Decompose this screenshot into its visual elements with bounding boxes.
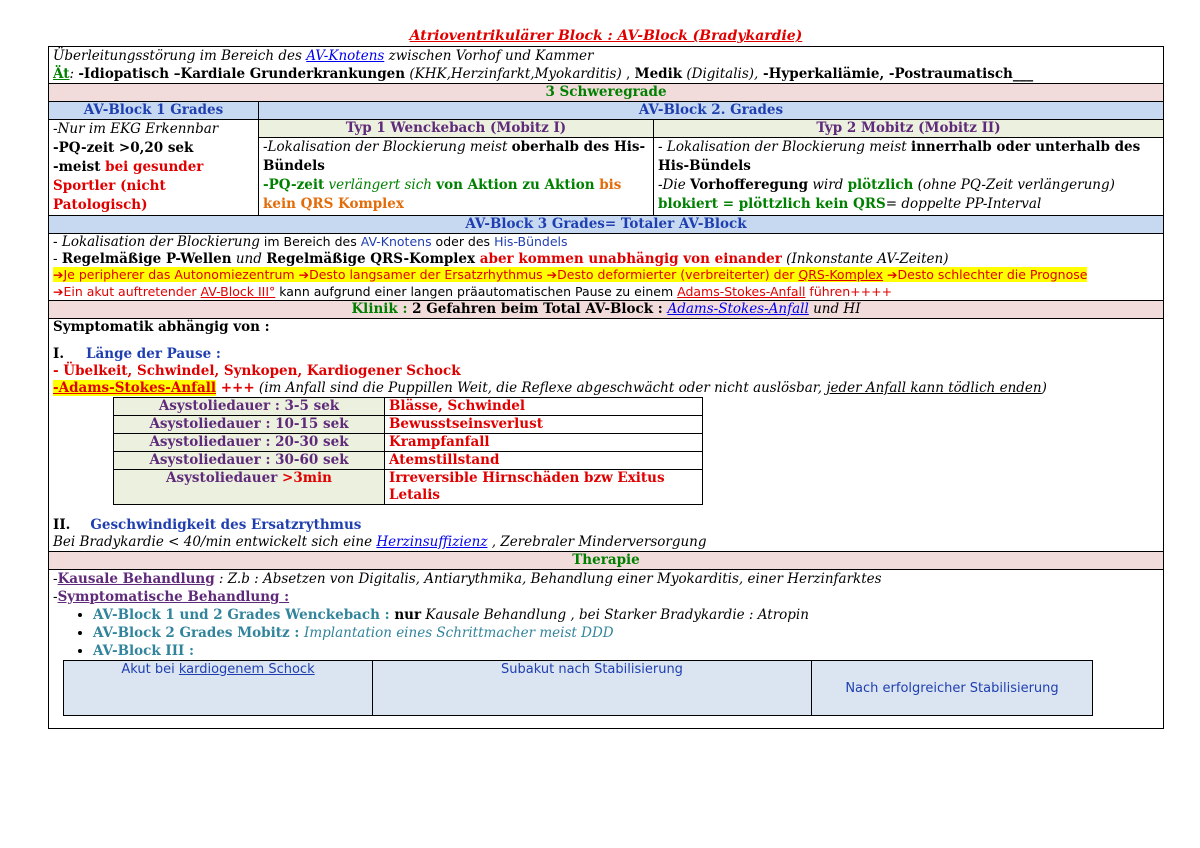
s1-symptoms: - Übelkeit, Schwindel, Synkopen, Kardiogener Schock <box>53 363 461 379</box>
g3-qrs-link: QRS-Komplex <box>798 267 884 282</box>
b1-label: AV-Block 1 und 2 Grades Wenckebach : <box>93 607 395 623</box>
typ2-die: -Die <box>658 177 690 194</box>
therapie-header: Therapie <box>49 552 1164 570</box>
asys-value: Blässe, Schwindel <box>385 398 703 416</box>
kausal-dash: - <box>53 571 58 587</box>
grad1-sportler: bei gesunder Sportler (nicht Patologisch) <box>53 159 204 213</box>
g3-und: und <box>231 250 267 267</box>
g3-bereich: im Bereich des <box>259 234 361 249</box>
aet-khk: (KHK,Herzinfarkt,Myokarditis) <box>405 66 622 82</box>
main-table <box>48 46 1164 729</box>
typ1-kein-qrs: bis kein QRS Komplex <box>263 177 622 213</box>
aet-medik: Medik <box>634 66 683 82</box>
aet-sep: : <box>69 66 79 82</box>
g3-his: His-Bündels <box>494 234 568 249</box>
table-row <box>114 416 703 434</box>
typ2-wird: wird <box>808 177 848 194</box>
arrow-right-icon: ➔ <box>53 283 64 299</box>
s2-text: Bei Bradykardie < 40/min entwickelt sich eine <box>53 534 377 550</box>
asys-key: Asystoliedauer : 3-5 sek <box>114 398 385 416</box>
table-row <box>64 661 1093 716</box>
typ2-text-a: - Lokalisation der Blockierung meist <box>658 139 911 156</box>
s1-num: I. <box>53 346 65 362</box>
sympt-label: Symptomatische Behandlung : <box>57 589 290 605</box>
kausal-label: Kausale Behandlung <box>57 571 215 587</box>
grad2-header: AV-Block 2. Grades <box>259 102 1164 120</box>
asys-key: Asystoliedauer : 10-15 sek <box>114 416 385 434</box>
s2-num: II. <box>53 517 71 533</box>
herzinsuffizienz-link[interactable]: Herzinsuffizienz <box>376 534 488 550</box>
b3-label: AV-Block III : <box>93 643 195 659</box>
g3-pause: kann aufgrund einer langen präautomatischen Pause zu einem <box>275 283 678 299</box>
typ2-ohne-pq: (ohne PQ-Zeit verlängerung) <box>913 177 1115 194</box>
s1-adams: -Adams-Stokes-Anfall <box>53 380 216 396</box>
grad3-cell <box>49 234 1164 301</box>
g3-p-wellen: Regelmäßige P-Wellen <box>61 250 232 267</box>
g3-av-knoten: AV-Knotens <box>360 234 432 249</box>
akut-schock: kardiogenem Schock <box>178 662 315 677</box>
typ2-blokiert: blokiert = plöttzlich kein QRS <box>658 196 886 213</box>
table-row <box>114 452 703 470</box>
g3-qrs: Regelmäßige QRS-Komplex <box>266 250 476 267</box>
symptomatik-title: Symptomatik abhängig von : <box>53 319 270 335</box>
g3-unabhaengig: aber kommen unabhängig von einander <box>475 250 782 267</box>
kausal-text: : Z.b : Absetzen von Digitalis, Antiarythmika, Behandlung einer Myokarditis, einer Herzinfarktes <box>214 571 882 587</box>
g3-fuehren: führen++++ <box>805 283 893 299</box>
klinik-header <box>49 301 1164 319</box>
typ2-cell <box>654 138 1164 216</box>
b2-label: AV-Block 2 Grades Mobitz : <box>93 625 305 641</box>
av-block-3-table <box>63 660 1093 716</box>
av-knoten-link[interactable]: AV-Knotens <box>306 48 385 64</box>
g3-langsamer: Desto langsamer der Ersatzrhythmus <box>309 267 543 282</box>
grad1-cell <box>49 120 259 216</box>
asys-key-time: >3min <box>282 470 332 486</box>
akut-text: Akut bei <box>121 662 179 677</box>
s1-title: Länge der Pause : <box>86 346 221 362</box>
b2-text: Implantation eines Schrittmacher meist DDD <box>304 625 614 641</box>
s1-paren: ) <box>1041 380 1047 396</box>
g3-schlechter: Desto schlechter die Prognose <box>897 267 1088 282</box>
arrow-right-icon: ➔ <box>298 267 310 282</box>
s2-text-end: , Zerebraler Minderversorgung <box>487 534 707 550</box>
b1-text: Kausale Behandlung , bei Starker Bradykardie : Atropin <box>421 607 809 623</box>
typ2-pp: = doppelte PP-Interval <box>885 196 1042 213</box>
g3-dash: - <box>53 250 62 267</box>
aet-hyperkaliaemie: -Hyperkaliämie, -Postraumatisch___ <box>758 66 1034 82</box>
aet-idiopatisch: -Idiopatisch –Kardiale Grunderkrankungen <box>78 66 406 82</box>
therapie-cell <box>49 570 1164 729</box>
table-row <box>114 470 703 505</box>
g3-akut: Ein akut auftretender <box>63 283 201 299</box>
asys-key: Asystoliedauer : 30-60 sek <box>114 452 385 470</box>
s1-pupillen: (im Anfall sind die Puppillen Weit, die Reflexe abgeschwächt oder nicht auslösbar, <box>254 380 827 396</box>
list-item <box>93 624 1159 642</box>
typ1-text-b: oberhalb des His-Bündels <box>263 139 646 175</box>
grad1-line1: -Nur im EKG Erkennbar <box>53 121 219 137</box>
klinik-label: Klinik : <box>351 301 408 317</box>
asys-value: Atemstillstand <box>385 452 703 470</box>
asys-key: Asystoliedauer : 20-30 sek <box>114 434 385 452</box>
aet-label: Ät <box>53 66 70 82</box>
typ2-text-b: innerrhalb oder unterhalb des His-Bündels <box>658 139 1141 175</box>
g3-prognose-chain <box>53 267 1087 282</box>
klinik-adams-link[interactable]: Adams-Stokes-Anfall <box>667 301 809 317</box>
grad1-meist: -meist <box>53 159 106 175</box>
typ1-header: Typ 1 Wenckebach (Mobitz I) <box>259 120 654 138</box>
g3-avb3: AV-Block III° <box>200 283 276 299</box>
akut-cell <box>64 661 373 716</box>
intro-text: Überleitungsstörung im Bereich des <box>53 48 307 64</box>
g3-lokal: - Lokalisation der Blockierung <box>53 234 260 250</box>
table-row <box>114 398 703 416</box>
subakut-cell: Subakut nach Stabilisierung <box>373 661 812 716</box>
grad3-header: AV-Block 3 Grades= Totaler AV-Block <box>49 216 1164 234</box>
grad1-header: AV-Block 1 Grades <box>49 102 259 120</box>
asystolie-table <box>113 397 703 505</box>
therapie-list <box>53 606 1159 660</box>
grad1-pq: -PQ-zeit >0,20 sek <box>53 140 194 156</box>
list-item <box>93 642 1159 660</box>
asys-value: Krampfanfall <box>385 434 703 452</box>
arrow-right-icon: ➔ <box>546 267 558 282</box>
asys-key: Asystoliedauer <box>166 470 283 486</box>
klinik-hi: und HI <box>808 301 861 317</box>
typ1-cell <box>259 138 654 216</box>
document <box>48 46 1163 729</box>
s1-toedlich: jeder Anfall kann tödlich enden <box>826 380 1042 396</box>
s2-title: Geschwindigkeit des Ersatzrythmus <box>90 517 362 533</box>
typ2-ploetzlich: plötzlich <box>847 177 914 194</box>
intro-row <box>49 47 1164 84</box>
table-row <box>114 434 703 452</box>
symptomatik-cell <box>49 319 1164 552</box>
typ2-vorhof: Vorhofferegung <box>689 177 809 194</box>
intro-text-end: zwischen Vorhof und Kammer <box>384 48 594 64</box>
klinik-gefahren: 2 Gefahren beim Total AV-Block : <box>407 301 668 317</box>
typ2-header: Typ 2 Mobitz (Mobitz II) <box>654 120 1164 138</box>
g3-adams: Adams-Stokes-Anfall <box>677 283 806 299</box>
typ1-aktion: von Aktion zu Aktion <box>436 177 600 194</box>
arrow-right-icon: ➔ <box>53 267 64 282</box>
aet-digitalis: (Digitalis), <box>682 66 759 82</box>
typ1-pq: -PQ-zeit <box>263 177 325 194</box>
aetiologie-line <box>53 65 1159 83</box>
list-item <box>93 606 1159 624</box>
asys-value: Bewusstseinsverlust <box>385 416 703 434</box>
g3-oder: oder des <box>431 234 495 249</box>
typ1-verlaengert: verlängert sich <box>324 177 437 194</box>
arrow-right-icon: ➔ <box>887 267 898 282</box>
g3-deformiert: Desto deformierter (verbreiterter) der <box>557 267 799 282</box>
s1-plus: +++ <box>216 380 255 396</box>
schweregrade-header: 3 Schweregrade <box>49 84 1164 102</box>
g3-inkonstant: (Inkonstante AV-Zeiten) <box>781 250 949 267</box>
intro-line <box>53 47 1159 65</box>
sympt-dash: - <box>53 589 58 605</box>
g3-peripher: Je peripherer das Autonomiezentrum <box>63 267 295 282</box>
page-title: Atrioventrikulärer Block : AV-Block (Bradykardie) <box>409 28 803 44</box>
asys-value: Irreversible Hirnschäden bzw Exitus Letalis <box>385 470 703 505</box>
stabil-cell: Nach erfolgreicher Stabilisierung <box>812 661 1093 716</box>
b1-nur: nur <box>394 607 422 623</box>
typ1-text-a: -Lokalisation der Blockierung meist <box>263 139 512 156</box>
aet-comma: , <box>621 66 635 82</box>
